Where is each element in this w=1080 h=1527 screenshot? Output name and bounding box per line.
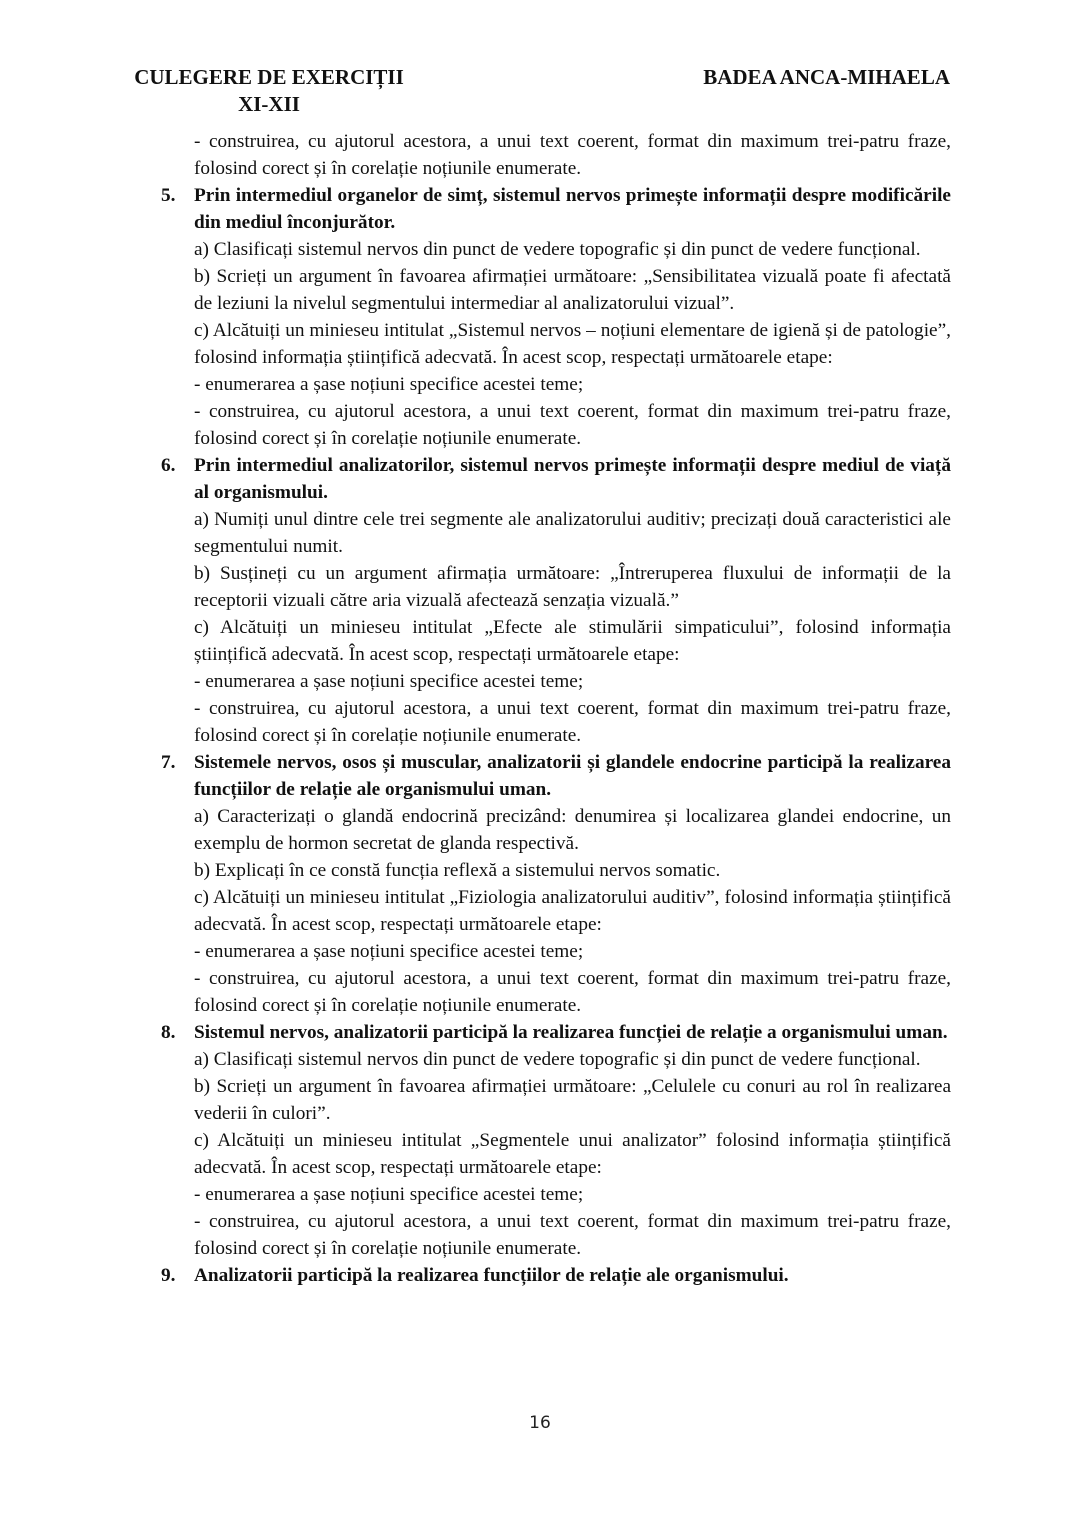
task-step-2: - construirea, cu ajutorul acestora, a unui text coerent, format din maximum trei-patru fraze, folosind corect și în corelație noțiunile enumerate. [194,1211,951,1259]
exercise-body [194,803,951,1019]
exercise-8 [161,1019,951,1262]
task-b: b) Scrieți un argument în favoarea afirmației următoare: „Celulele cu conuri au rol în realizarea vederii în culori”. [194,1076,951,1124]
exercise-9 [161,1262,951,1289]
exercise-body [194,1046,951,1262]
task-step-1: - enumerarea a șase noțiuni specifice acestei teme; [194,941,584,962]
exercise-title: Prin intermediul analizatorilor, sistemul nervos primește informații despre mediul de viață al organismului. [194,455,951,503]
exercise-5 [161,182,951,452]
exercise-6 [161,452,951,749]
task-a: a) Numiți unul dintre cele trei segmente ale analizatorului auditiv; precizați două caracteristici ale segmentului numit. [194,509,951,557]
book-title-line2: XI-XII [238,92,300,116]
task-b: b) Explicați în ce constă funcția reflexă a sistemului nervos somatic. [194,860,721,881]
task-c: c) Alcătuiți un minieseu intitulat „Sistemul nervos – noțiuni elementare de igienă și de patologie”, folosind informația științifică adecvată. În acest scop, respectați următoarele etape: [194,320,951,368]
task-step-2: - construirea, cu ajutorul acestora, a unui text coerent, format din maximum trei-patru fraze, folosind corect și în corelație noțiunile enumerate. [194,401,951,449]
book-title-line1: CULEGERE DE EXERCIȚII [134,65,404,89]
task-a: a) Clasificați sistemul nervos din punct de vedere topografic și din punct de vedere funcțional. [194,239,921,260]
task-step-1: - enumerarea a șase noțiuni specifice acestei teme; [194,671,584,692]
exercise-title: Prin intermediul organelor de simț, sistemul nervos primește informații despre modificările din mediul înconjurător. [194,185,951,233]
exercise-title: Analizatorii participă la realizarea funcțiilor de relație ale organismului. [194,1265,789,1286]
exercise-title: Sistemul nervos, analizatorii participă la realizarea funcției de relație a organismului uman. [194,1022,948,1043]
exercise-number: 8. [161,1022,176,1043]
task-c: c) Alcătuiți un minieseu intitulat „Efecte ale stimulării simpaticului”, folosind informația științifică adecvată. În acest scop, respectați următoarele etape: [194,617,951,665]
task-a: a) Caracterizați o glandă endocrină precizând: denumirea și localizarea glandei endocrine, un exemplu de hormon secretat de glanda respectivă. [194,806,951,854]
task-c: c) Alcătuiți un minieseu intitulat „Segmentele unui analizator” folosind informația științifică adecvată. În acest scop, respectați următoarele etape: [194,1130,951,1178]
exercise-number: 9. [161,1265,176,1286]
task-step-1: - enumerarea a șase noțiuni specifice acestei teme; [194,374,584,395]
exercise-number: 5. [161,185,176,206]
book-title [128,64,410,118]
continuation-text: - construirea, cu ajutorul acestora, a unui text coerent, format din maximum trei-patru fraze, folosind corect și în corelație noțiunile enumerate. [194,131,951,179]
task-step-2: - construirea, cu ajutorul acestora, a unui text coerent, format din maximum trei-patru fraze, folosind corect și în corelație noțiunile enumerate. [194,698,951,746]
exercise-number: 7. [161,752,176,773]
page-content [161,128,951,1289]
author-name: BADEA ANCA-MIHAELA [703,65,950,89]
task-b: b) Scrieți un argument în favoarea afirmației următoare: „Sensibilitatea vizuală poate fi afectată de leziuni la nivelul segmentului intermediar al analizatorului vizual”. [194,266,951,314]
task-c: c) Alcătuiți un minieseu intitulat „Fiziologia analizatorului auditiv”, folosind informația științifică adecvată. În acest scop, respectați următoarele etape: [194,887,951,935]
exercise-number: 6. [161,455,176,476]
task-step-1: - enumerarea a șase noțiuni specifice acestei teme; [194,1184,584,1205]
page-number: 16 [529,1413,551,1433]
task-a: a) Clasificați sistemul nervos din punct de vedere topografic și din punct de vedere funcțional. [194,1049,921,1070]
task-b: b) Susțineți cu un argument afirmația următoare: „Întreruperea fluxului de informații de la receptorii vizuali către aria vizuală afectează senzația vizuală.” [194,563,951,611]
exercise-7 [161,749,951,1019]
task-step-2: - construirea, cu ajutorul acestora, a unui text coerent, format din maximum trei-patru fraze, folosind corect și în corelație noțiunile enumerate. [194,968,951,1016]
exercise-body [194,506,951,749]
exercise-title: Sistemele nervos, osos și muscular, analizatorii și glandele endocrine participă la realizarea funcțiilor de relație ale organismului uman. [194,752,951,800]
exercise-body [194,236,951,452]
